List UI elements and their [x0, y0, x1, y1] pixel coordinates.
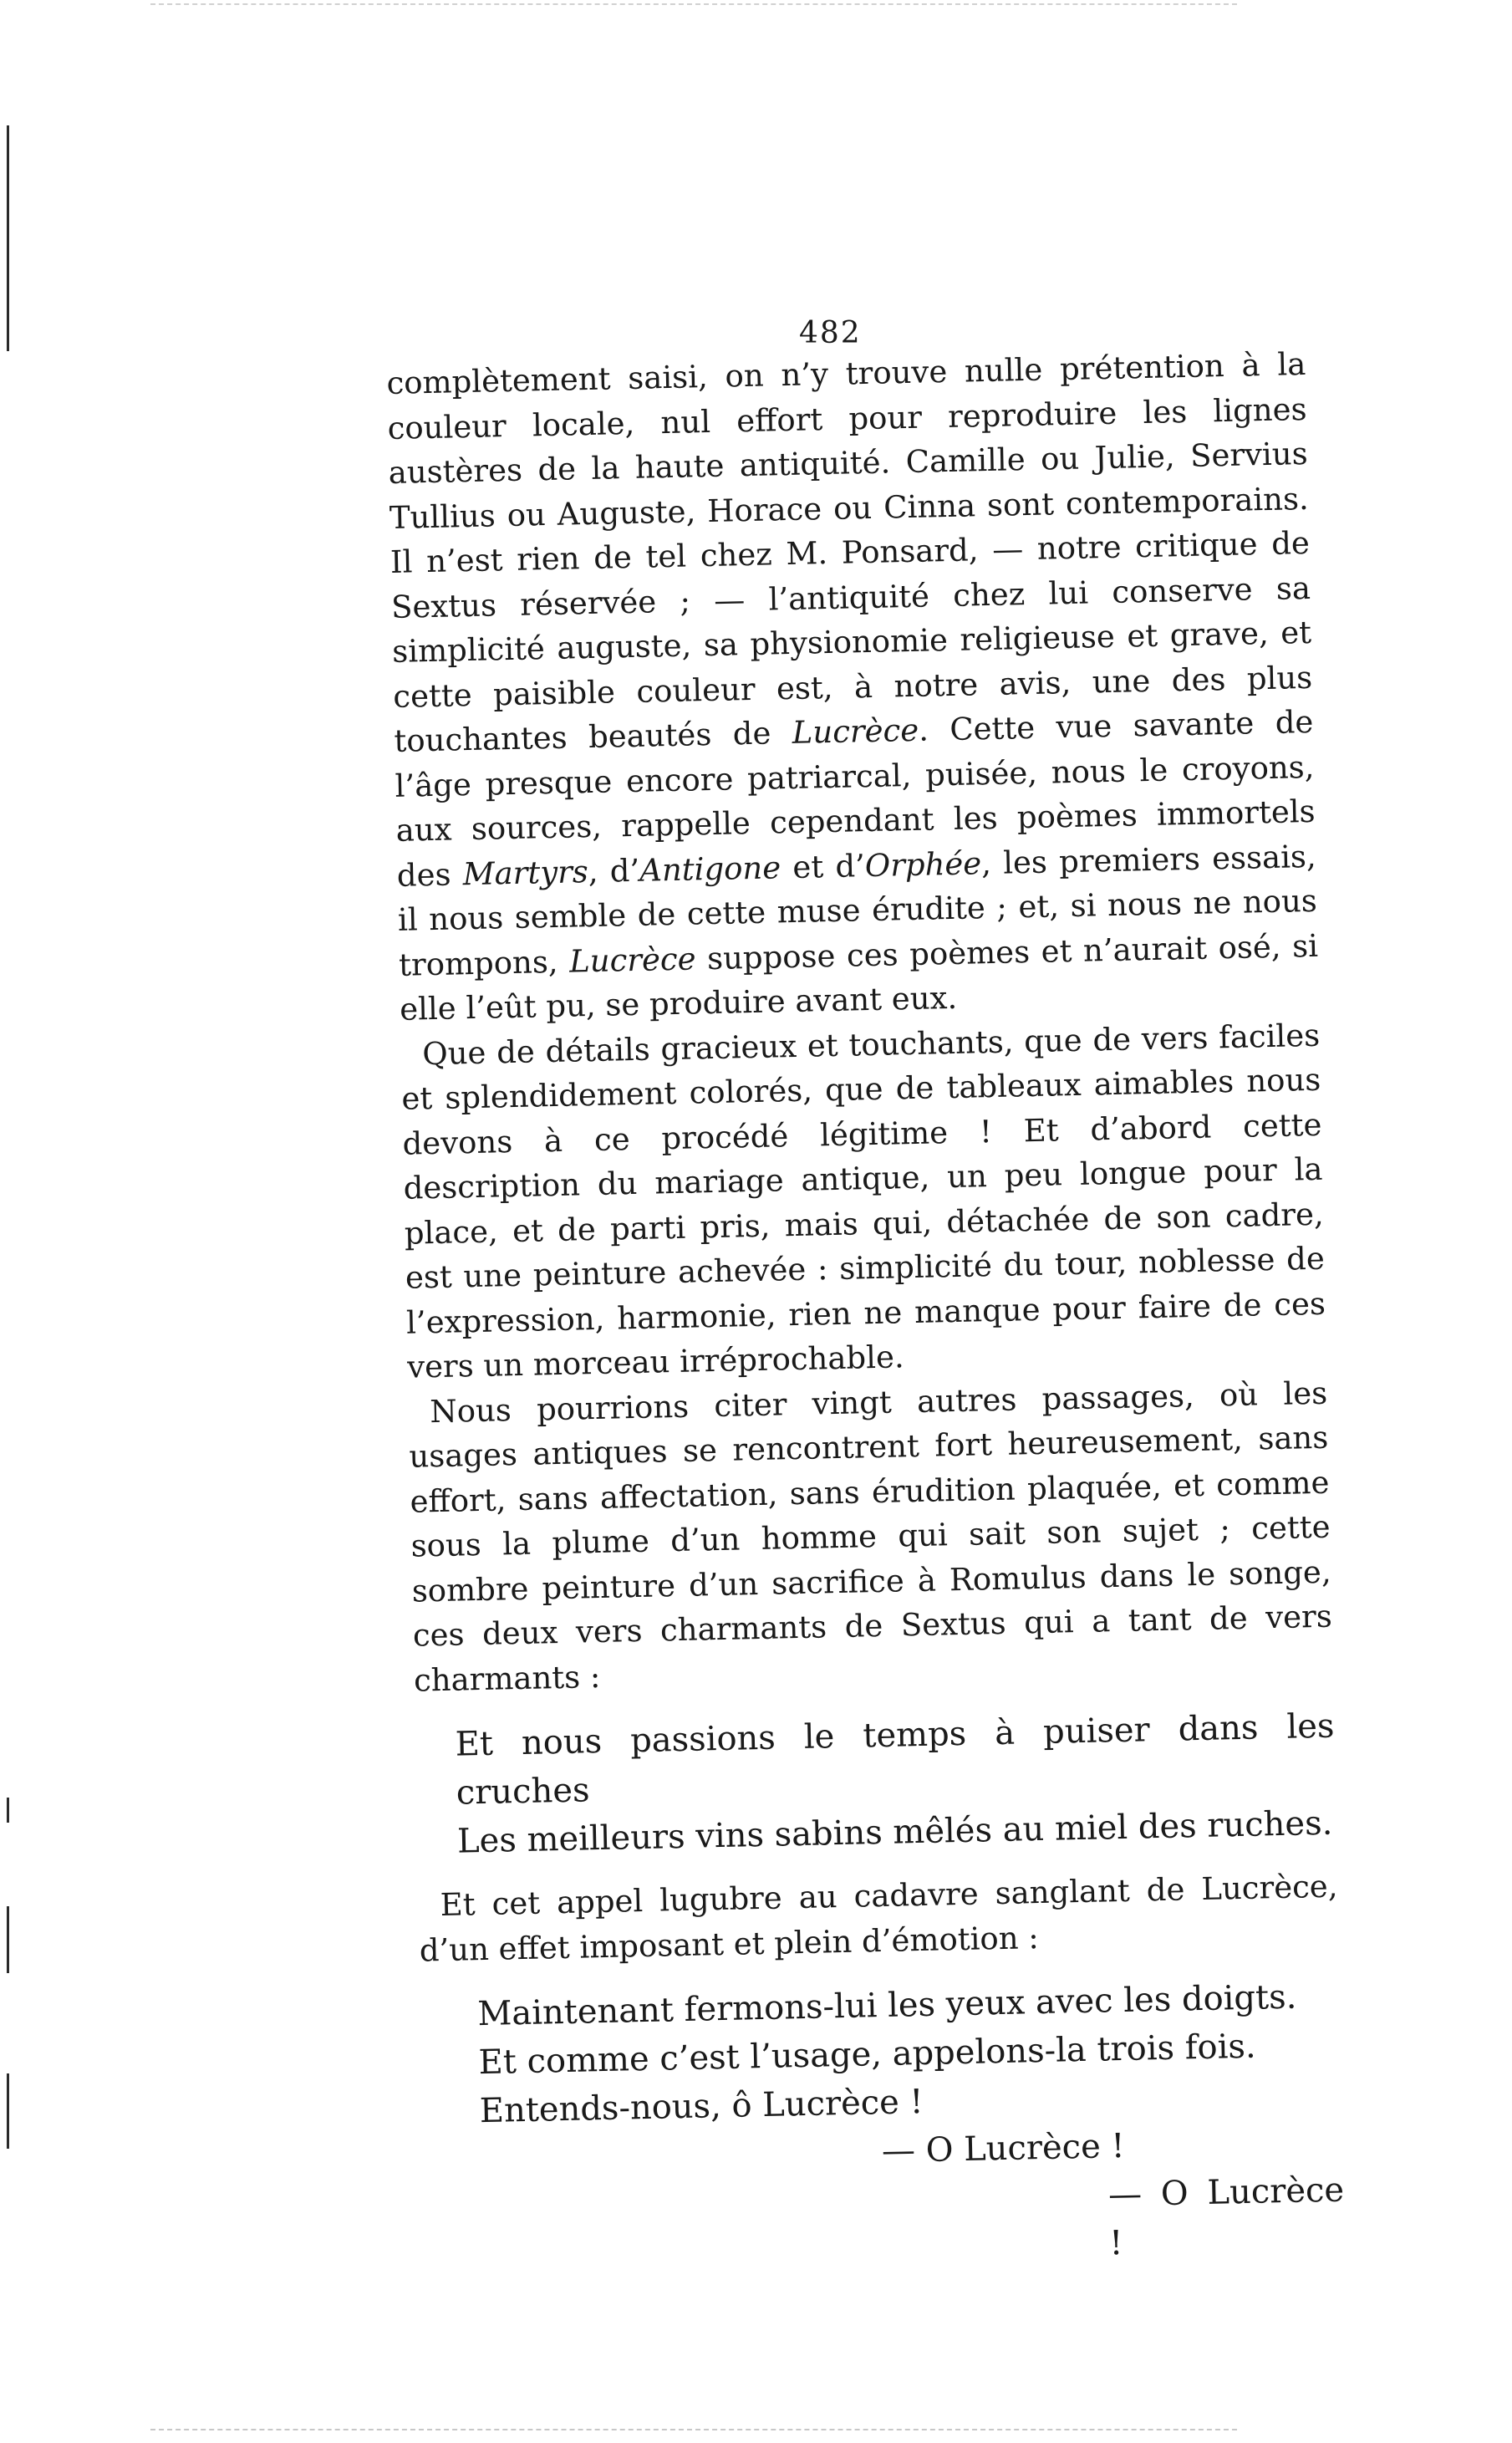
page-number: 482	[799, 316, 862, 350]
title-martyrs: Martyrs	[462, 853, 589, 892]
paragraph-1	[386, 342, 1320, 1032]
paragraph-4: Et cet appel lugubre au cadavre sanglant de Lucrèce, d’un effet imposant et plein d’émotion :	[419, 1868, 1338, 1969]
verse-quote-2	[477, 1972, 1346, 2282]
paragraph-1-text-e: , les premiers essais, il nous semble de cette muse érudite ; et, si nous ne nous trompons,	[397, 838, 1318, 983]
paragraph-1-text-d: et d’	[780, 847, 866, 885]
verse-1-line-1: Et nous passions le temps à puiser dans les cruches	[455, 1706, 1335, 1813]
paragraph-2: Que de détails gracieux et touchants, que de vers faciles et splendidement colorés, que de tableaux aimables nous devons à ce procédé légitime ! Et d’abord cette description du mariage antique, un peu longue pour la place, et de parti pris, mais qui, détachée de son cadre, est une peinture achevée : simplicité du tour, noblesse de l’expression, harmonie, rien ne manque pour faire de ces vers un morceau irréprochable.	[401, 1017, 1326, 1385]
verse-2-line-1: Maintenant fermons-lui les yeux avec les doigts.	[476, 1977, 1297, 2034]
scan-edge-rule-bottom	[7, 2073, 9, 2149]
paragraph-1-text-f: suppose ces poèmes et n’aurait osé, si elle l’eût pu, se produire avant eux.	[399, 927, 1319, 1028]
paragraph-1-text-a: complètement saisi, on n’y trouve nulle prétention à la couleur locale, nul effort pour reproduire les lignes austères de la haute antiquité. Camille ou Julie, Servius Tullius ou Auguste, Horace ou Cinna sont contemporains. Il n’est rien de tel chez M. Ponsard, — notre critique de Sextus réservée ; — l’antiquité chez lui conserve sa simplicité auguste, sa physionomie religieuse et grave, et cette paisible couleur est, à notre avis, une des plus touchantes beautés de	[386, 345, 1313, 759]
title-antigone: Antigone	[639, 849, 781, 889]
scan-edge-rule-middle	[7, 1798, 9, 1823]
title-lucrece-1: Lucrèce	[792, 711, 919, 751]
title-orphee: Orphée	[864, 844, 982, 884]
paragraph-1-text-b: . Cette vue savante de l’âge presque encore patriarcal, puisée, nous le croyons, aux sources, rappelle cependant les poèmes immortels des	[395, 703, 1316, 894]
verse-2-line-2: Et comme c’est l’usage, appelons-la trois fois.	[478, 2027, 1257, 2083]
title-lucrece-2: Lucrèce	[568, 940, 696, 980]
scan-edge-rule-top	[7, 125, 9, 351]
paragraph-1-text-c: , d’	[588, 852, 640, 890]
verse-2-line-5: — O Lucrèce !	[1107, 2170, 1345, 2263]
verse-quote-1	[455, 1702, 1336, 1866]
paragraph-3: Nous pourrions citer vingt autres passages, où les usages antiques se rencontrent fort heureusement, sans effort, sans affectation, sans érudition plaquée, et comme sous la plume d’un homme qui sait son sujet ; cette sombre peinture d’un sacrifice à Romulus dans le songe, ces deux vers charmants de Sextus qui a tant de vers charmants :	[408, 1375, 1333, 1699]
scan-border-top	[150, 3, 1237, 7]
scan-border-bottom	[150, 2429, 1237, 2432]
body-text	[386, 342, 1346, 2282]
verse-2-line-3: Entends-nous, ô Lucrèce !	[479, 2083, 924, 2131]
scan-edge-rule-lower	[7, 1906, 9, 1973]
verse-1-line-2: Les meilleurs vins sabins mêlés au miel des ruches.	[456, 1803, 1333, 1861]
verse-2-line-4: — O Lucrèce !	[881, 2126, 1125, 2171]
